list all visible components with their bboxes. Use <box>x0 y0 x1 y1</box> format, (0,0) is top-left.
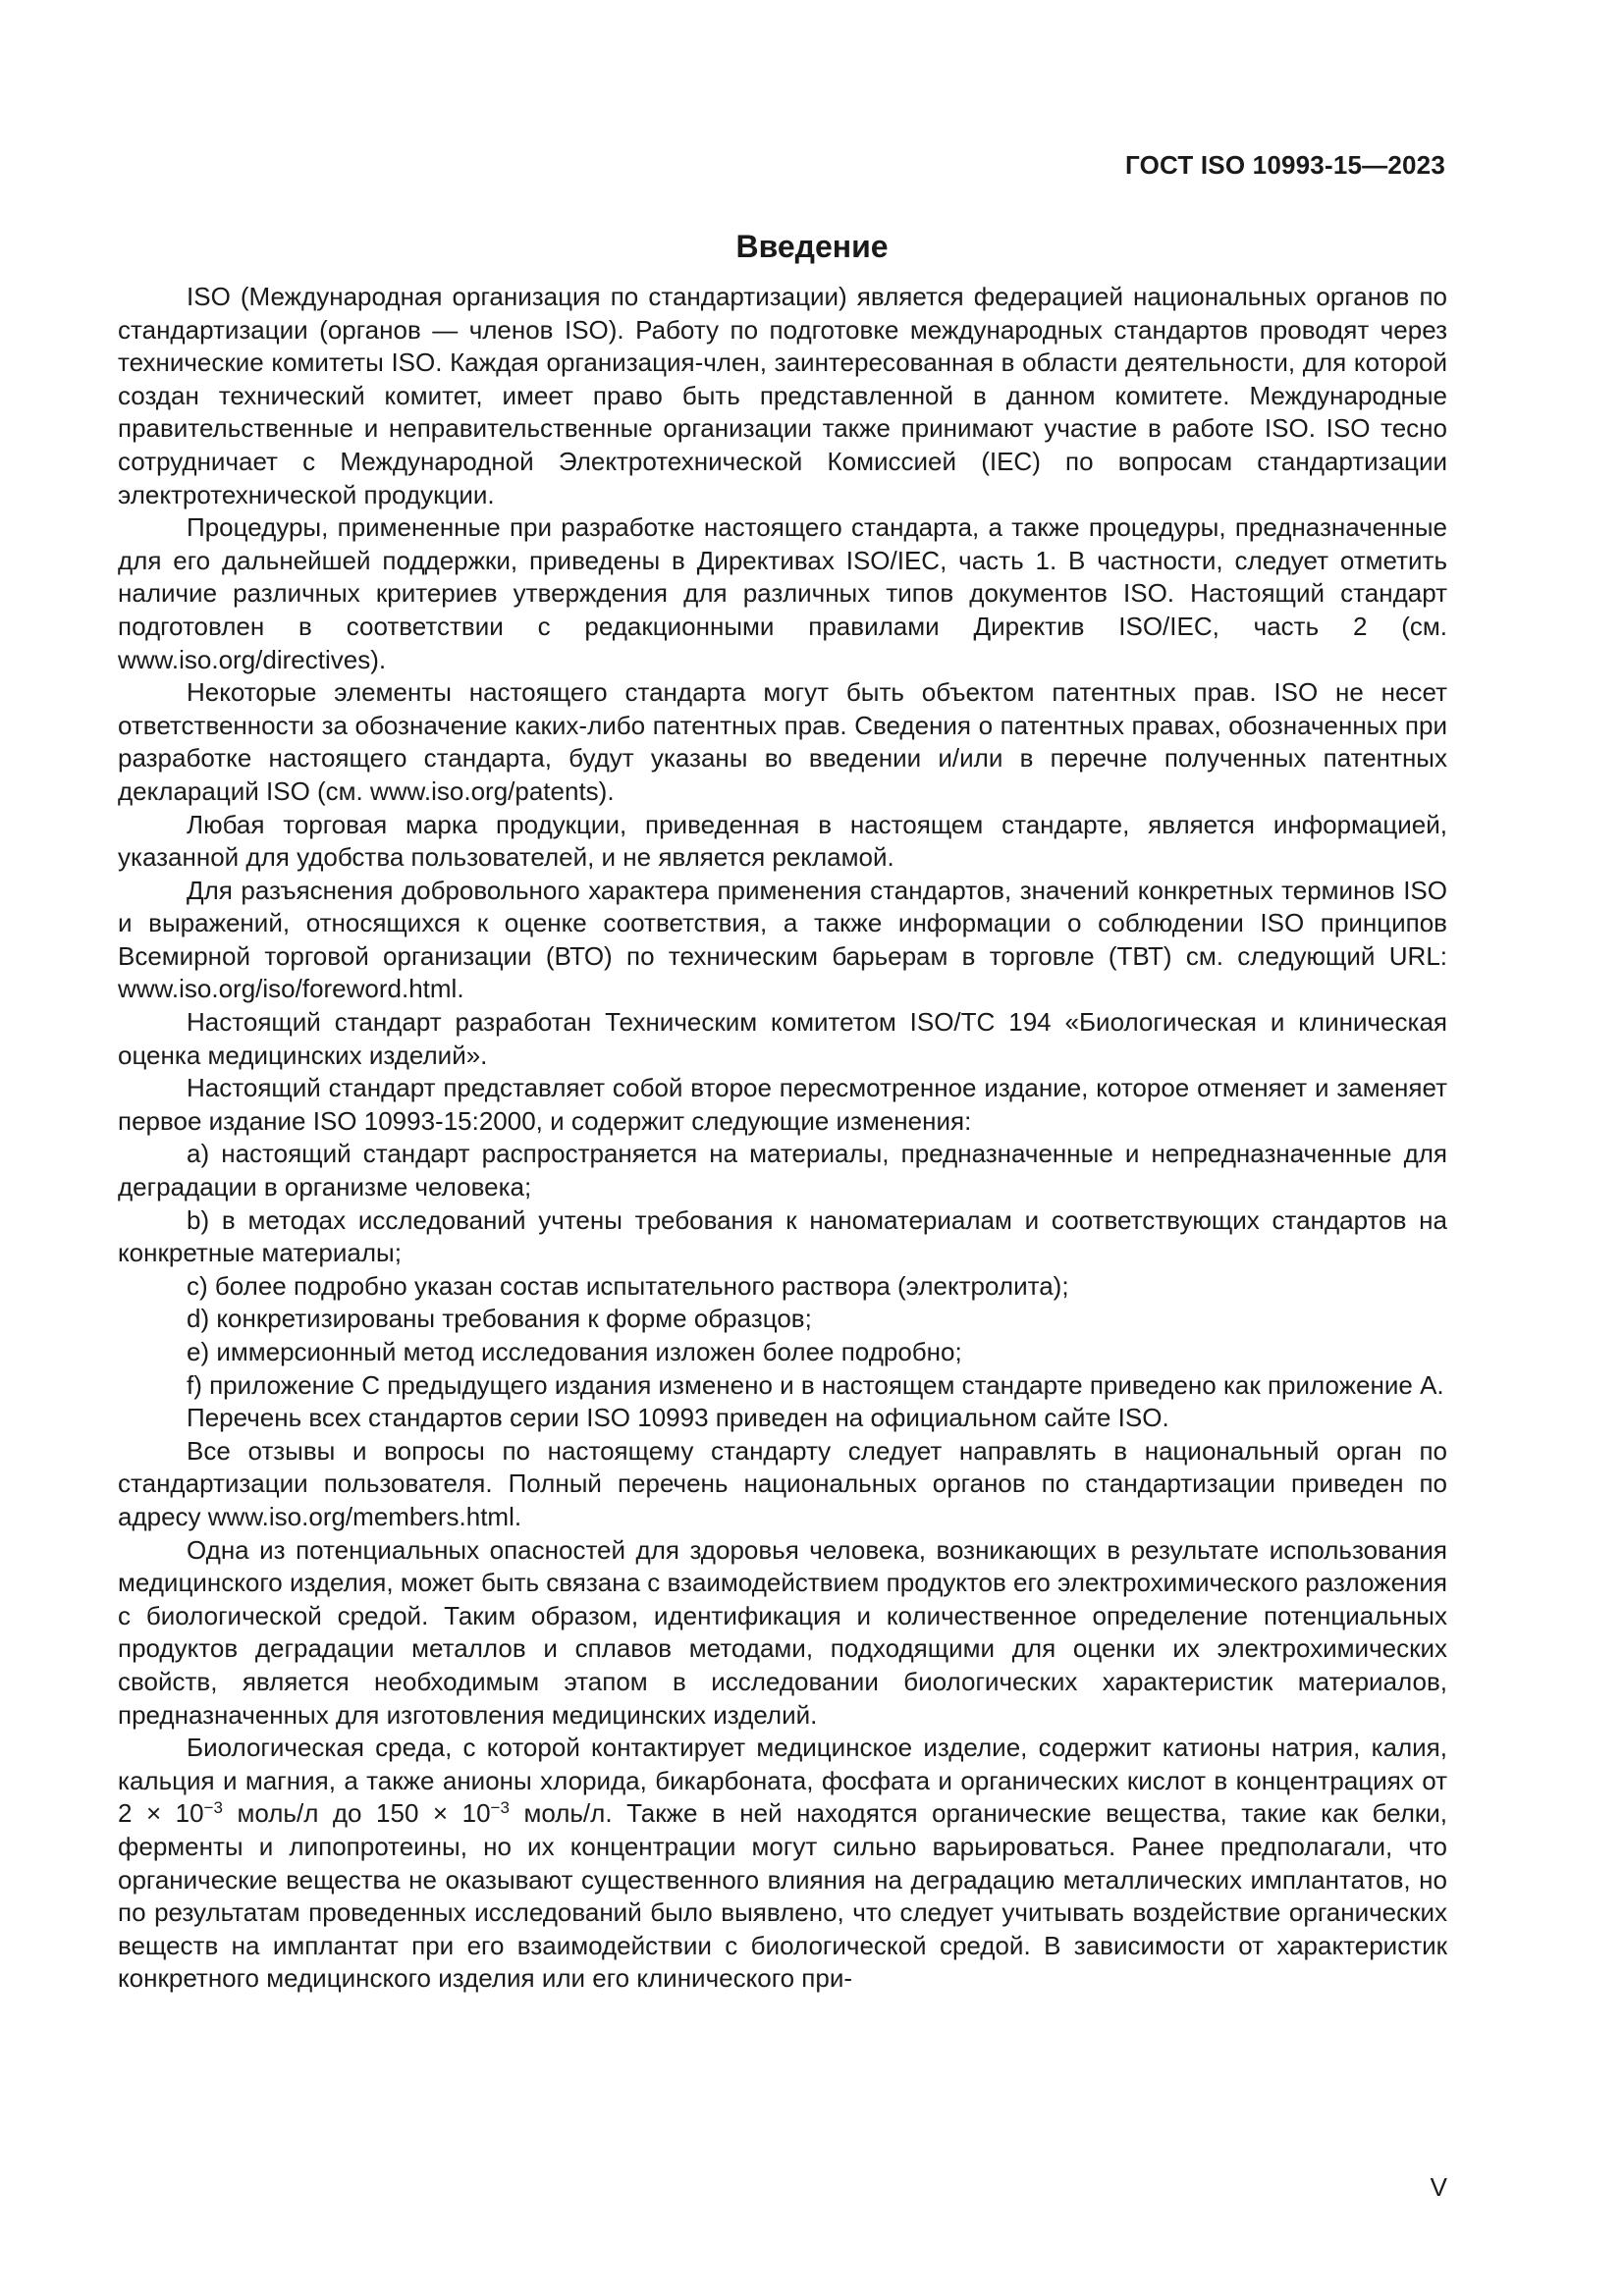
paragraph-feedback: Все отзывы и вопросы по настоящему стандарту следует направлять в национальный орган по стандартизации пользователя. Полный перечень национальных органов по стандартизации приведен по адресу www.iso.org/members.html. <box>118 1435 1447 1531</box>
list-item-change-d: d) конкретизированы требования к форме образцов; <box>187 1304 812 1334</box>
paragraph-series-list: Перечень всех стандартов серии ISO 10993 приведен на официальном сайте ISO. <box>187 1403 1169 1433</box>
paragraph-technical-committee: Настоящий стандарт разработан Техническим комитетом ISO/TC 194 «Биологическая и клиническая оценка медицинских изделий». <box>118 1007 1447 1070</box>
concentration-text-part3: моль/л. Также в ней находятся органические вещества, такие как белки, ферменты и липопротеины, но их концентрации могут сильно варьироваться. Ранее предполагали, что органические вещества не оказывают существенного влияния на деградацию металлических имплантатов, но по результатам проведенных исследований было выявлено, что следует учитывать воздействие органических веществ на имплантат при его взаимодействии с биологической средой. В зависимости от характеристик конкретного медицинского изделия или его клинического при- <box>118 1798 1447 1994</box>
concentration-text-part1: Биологическая среда, с которой контактирует медицинское изделие, содержит катионы натрия, калия, кальция и магния, а также анионы хлорида, бикарбоната, фосфата и органических кислот в концентрациях от 2 × 10 <box>118 1733 1447 1829</box>
list-item-change-f: f) приложение С предыдущего издания изменено и в настоящем стандарте приведено как приложение А. <box>187 1369 1444 1400</box>
exponent-1: −3 <box>203 1798 223 1818</box>
paragraph-procedures: Процедуры, примененные при разработке настоящего стандарта, а также процедуры, предназначенные для его дальнейшей поддержки, приведены в Директивах ISO/IEC, часть 1. В частности, следует отметить наличие различных критериев утверждения для различных типов документов ISO. Настоящий стандарт подготовлен в соответствии с редакционными правилами Директив ISO/IEC, часть 2 (см. www.iso.org/directives). <box>118 512 1447 674</box>
document-id-header: ГОСТ ISO 10993-15—2023 <box>1125 150 1445 180</box>
paragraph-biological-environment <box>118 1732 1447 1996</box>
list-item-change-e: e) иммерсионный метод исследования изложен более подробно; <box>187 1337 962 1366</box>
paragraph-trademark: Любая торговая марка продукции, приведенная в настоящем стандарте, является информацией, указанной для удобства пользователей, и не является рекламой. <box>118 809 1447 873</box>
paragraph-health-hazards: Одна из потенциальных опасностей для здоровья человека, возникающих в результате использования медицинского изделия, может быть связана с взаимодействием продуктов его электрохимического разложения с биологической средой. Таким образом, идентификация и количественное определение потенциальных продуктов деградации металлов и сплавов методами, подходящими для оценки их электрохимических свойств, является необходимым этапом в исследовании биологических характеристик материалов, предназначенных для изготовления медицинских изделий. <box>118 1534 1447 1730</box>
page-number: V <box>1430 2172 1447 2202</box>
exponent-2: −3 <box>490 1798 510 1818</box>
body-text <box>118 281 1447 1996</box>
list-item-change-b: b) в методах исследований учтены требования к наноматериалам и соответствующих стандартов на конкретные материалы; <box>118 1204 1447 1268</box>
section-title: Введение <box>735 229 889 264</box>
paragraph-iso-federation: ISO (Международная организация по стандартизации) является федерацией национальных органов по стандартизации (органов — членов ISO). Работу по подготовке международных стандартов проводят через технические комитеты ISO. Каждая организация-член, заинтересованная в области деятельности, для которой создан технический комитет, имеет право быть представленной в данном комитете. Международные правительственные и неправительственные организации также принимают участие в работе ISO. ISO тесно сотрудничает с Международной Электротехнической Комиссией (IEC) по вопросам стандартизации электротехнической продукции. <box>118 282 1447 509</box>
paragraph-patents: Некоторые элементы настоящего стандарта могут быть объектом патентных прав. ISO не несет ответственности за обозначение каких-либо патентных прав. Сведения о патентных правах, обозначенных при разработке настоящего стандарта, будут указаны во введении и/или в перечне полученных патентных деклараций ISO (см. www.iso.org/patents). <box>118 677 1447 806</box>
list-item-change-a: a) настоящий стандарт распространяется на материалы, предназначенные и непредназначенные для деградации в организме человека; <box>118 1139 1447 1202</box>
list-item-change-c: c) более подробно указан состав испытательного раствора (электролита); <box>187 1270 1069 1301</box>
paragraph-second-edition: Настоящий стандарт представляет собой второе пересмотренное издание, которое отменяет и заменяет первое издание ISO 10993-15:2000, и содержит следующие изменения: <box>118 1073 1447 1136</box>
concentration-text-part2: моль/л до 150 × 10 <box>222 1798 491 1829</box>
paragraph-voluntary-nature: Для разъяснения добровольного характера применения стандартов, значений конкретных терминов ISO и выражений, относящихся к оценке соответствия, а также информации о соблюдении ISO принципов Всемирной торговой организации (ВТО) по техническим барьерам в торговле (ТВТ) см. следующий URL: www.iso.org/iso/foreword.html. <box>118 875 1447 1004</box>
